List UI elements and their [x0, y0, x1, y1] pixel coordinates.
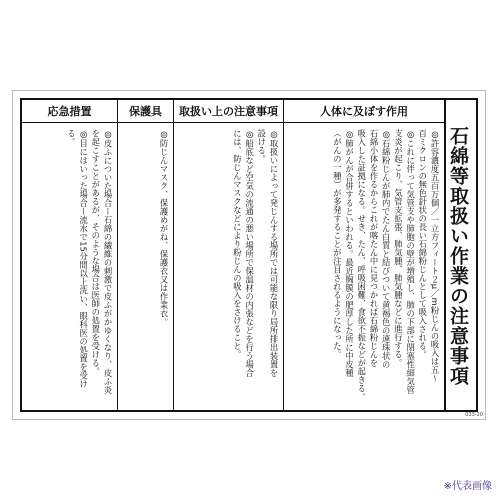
column-header: 応急措置: [22, 100, 117, 123]
product-code: 033-20: [465, 412, 483, 418]
caution-table: [22, 100, 446, 410]
representative-image-note: ※代表画像: [443, 481, 492, 492]
column-handling-precautions: [174, 100, 284, 410]
text-line: ◎皮ふについた場合ー石綿の繊維の刺激で皮ふがかゆくなり、皮ふ炎: [103, 129, 113, 395]
text-line: 百ミクロンの無色針状の長い石綿粉じんとして吸入される。: [417, 129, 428, 359]
text-line: 吸入した証拠になる。せき、たん、呼吸困難、食欲不振などが起きる。: [356, 129, 367, 401]
column-text: [331, 129, 441, 405]
text-line: ◎これに伴って気管支や肺胞の壁が増殖し、肺の下部に閉塞性細気管: [405, 129, 416, 395]
sign-title: 石綿等取扱い作業の注意事項: [447, 126, 469, 386]
text-line: 支炎が起こり、気管支拡張、肺気腫、肺気腫などに進行する。: [393, 129, 404, 367]
column-body: [118, 123, 173, 410]
text-line: 石綿小体を作るからこれが喀たん中に見つかれば石綿粉じんを: [368, 129, 379, 367]
column-header: 保護具: [118, 100, 173, 123]
column-first-aid: [22, 100, 118, 410]
text-line: 設ける。: [256, 129, 267, 163]
column-header: 人体に及ぼす作用: [284, 100, 444, 123]
text-line: ◎目にはいった場合ー流水で15分間以上洗い、眼科医の処置を受ける。: [66, 129, 89, 389]
text-line: （がんの一種）が多発することが注目されるようになった。: [332, 129, 343, 359]
text-line: ◎防じんマスク、保護めがね、保護衣又は作業衣。: [159, 129, 169, 327]
column-protective-equipment: [118, 100, 174, 410]
sign-frame: [20, 98, 478, 412]
column-body: [22, 123, 117, 410]
text-line: には、防じんマスクなどにより粉じんの吸入をさけること。: [232, 129, 243, 359]
column-health-effects: [284, 100, 444, 410]
text-line: ◎許容濃度五百万個／一立方フィート２μ／m粉じんの吸入は五〜: [430, 129, 440, 383]
text-line: ◎肺がんが合併するといわれる。最近胸膜の肥厚した所に中皮種: [344, 129, 355, 378]
column-header: 取扱い上の注意事項: [174, 100, 283, 123]
column-text: [65, 129, 114, 405]
column-body: [174, 123, 283, 410]
text-line: ◎船底など空気の流通の悪い場所で保温材の内張などを行う場合: [244, 129, 255, 378]
text-line: ◎石綿粉じんが肺内でたん白質と結びついて黄褐色の連珠状の: [381, 129, 392, 369]
text-line: ◎取扱いによって発じんする場所では可能な限り局所排出装置を: [269, 129, 279, 378]
column-text: [158, 129, 170, 405]
column-body: [284, 123, 444, 410]
text-line: を起こすことがあるが、そのような場合は医師の処置を受ける。: [90, 129, 101, 376]
column-text: [231, 129, 280, 405]
caution-sign: [12, 90, 486, 420]
